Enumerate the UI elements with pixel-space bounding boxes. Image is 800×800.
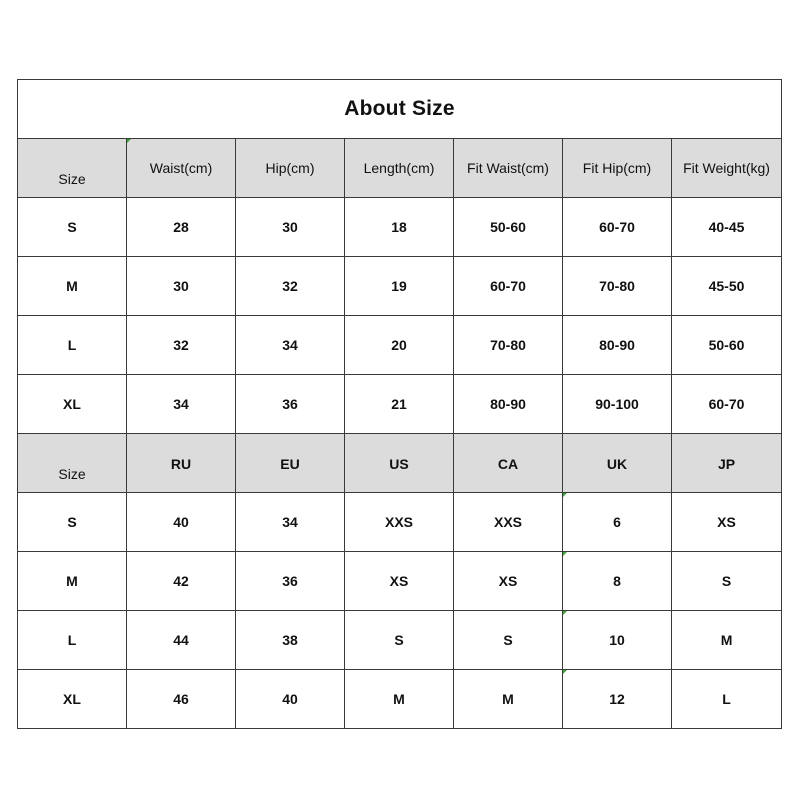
cell-ru: 46 xyxy=(127,670,236,729)
header-fit-waist: Fit Waist(cm) xyxy=(454,139,563,198)
header-size: Size xyxy=(18,434,127,493)
cell-ru: 44 xyxy=(127,611,236,670)
cell-fit-weight: 45-50 xyxy=(672,257,782,316)
cell-uk: 8 xyxy=(563,552,672,611)
cell-hip: 34 xyxy=(236,316,345,375)
table-row xyxy=(18,198,782,257)
cell-length: 19 xyxy=(345,257,454,316)
cell-fit-hip: 70-80 xyxy=(563,257,672,316)
header-jp: JP xyxy=(672,434,782,493)
cell-waist: 28 xyxy=(127,198,236,257)
cell-us: S xyxy=(345,611,454,670)
cell-ca: S xyxy=(454,611,563,670)
cell-size: M xyxy=(18,257,127,316)
table-row xyxy=(18,257,782,316)
cell-fit-weight: 60-70 xyxy=(672,375,782,434)
table-row xyxy=(18,316,782,375)
header-size: Size xyxy=(18,139,127,198)
header-waist: Waist(cm) xyxy=(127,139,236,198)
cell-waist: 32 xyxy=(127,316,236,375)
cell-us: XXS xyxy=(345,493,454,552)
table-row xyxy=(18,375,782,434)
cell-ca: XS xyxy=(454,552,563,611)
header-ca: CA xyxy=(454,434,563,493)
cell-size: S xyxy=(18,493,127,552)
measurement-header-row xyxy=(18,139,782,198)
cell-jp: S xyxy=(672,552,782,611)
cell-jp: XS xyxy=(672,493,782,552)
cell-eu: 40 xyxy=(236,670,345,729)
cell-size: XL xyxy=(18,670,127,729)
cell-fit-waist: 70-80 xyxy=(454,316,563,375)
cell-fit-weight: 50-60 xyxy=(672,316,782,375)
cell-jp: M xyxy=(672,611,782,670)
table-row xyxy=(18,552,782,611)
title-row xyxy=(18,80,782,139)
cell-length: 20 xyxy=(345,316,454,375)
cell-eu: 38 xyxy=(236,611,345,670)
cell-ca: M xyxy=(454,670,563,729)
header-eu: EU xyxy=(236,434,345,493)
cell-eu: 34 xyxy=(236,493,345,552)
size-chart-table xyxy=(17,79,782,729)
cell-waist: 34 xyxy=(127,375,236,434)
cell-eu: 36 xyxy=(236,552,345,611)
cell-fit-hip: 60-70 xyxy=(563,198,672,257)
cell-fit-weight: 40-45 xyxy=(672,198,782,257)
cell-hip: 30 xyxy=(236,198,345,257)
cell-fit-waist: 80-90 xyxy=(454,375,563,434)
cell-waist: 30 xyxy=(127,257,236,316)
cell-ru: 40 xyxy=(127,493,236,552)
table-row xyxy=(18,611,782,670)
cell-ru: 42 xyxy=(127,552,236,611)
table-row xyxy=(18,493,782,552)
cell-fit-hip: 80-90 xyxy=(563,316,672,375)
cell-jp: L xyxy=(672,670,782,729)
table-row xyxy=(18,670,782,729)
conversion-header-row xyxy=(18,434,782,493)
cell-ca: XXS xyxy=(454,493,563,552)
header-uk: UK xyxy=(563,434,672,493)
header-length: Length(cm) xyxy=(345,139,454,198)
cell-length: 21 xyxy=(345,375,454,434)
cell-uk: 10 xyxy=(563,611,672,670)
cell-hip: 36 xyxy=(236,375,345,434)
cell-us: XS xyxy=(345,552,454,611)
cell-uk: 12 xyxy=(563,670,672,729)
cell-uk: 6 xyxy=(563,493,672,552)
header-ru: RU xyxy=(127,434,236,493)
cell-size: XL xyxy=(18,375,127,434)
cell-size: S xyxy=(18,198,127,257)
cell-fit-waist: 60-70 xyxy=(454,257,563,316)
header-us: US xyxy=(345,434,454,493)
cell-fit-waist: 50-60 xyxy=(454,198,563,257)
cell-size: L xyxy=(18,611,127,670)
cell-hip: 32 xyxy=(236,257,345,316)
cell-size: L xyxy=(18,316,127,375)
cell-fit-hip: 90-100 xyxy=(563,375,672,434)
cell-length: 18 xyxy=(345,198,454,257)
header-fit-weight: Fit Weight(kg) xyxy=(672,139,782,198)
cell-us: M xyxy=(345,670,454,729)
header-hip: Hip(cm) xyxy=(236,139,345,198)
cell-size: M xyxy=(18,552,127,611)
chart-title: About Size xyxy=(18,80,782,139)
header-fit-hip: Fit Hip(cm) xyxy=(563,139,672,198)
